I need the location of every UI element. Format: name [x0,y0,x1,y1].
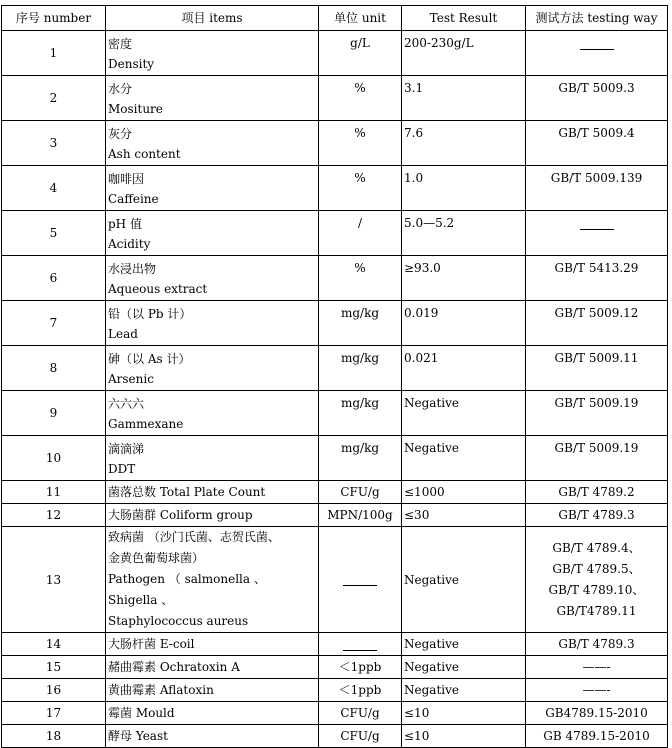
item-cell [106,346,319,391]
unit-cell: CFU/g [319,725,402,748]
result-cell: ≤30 [402,504,526,527]
unit-cell: ＜1ppb [319,679,402,702]
item-names [108,77,318,119]
method-cell: GB/T 5009.19 [526,391,668,436]
item-name-en: Mositure [108,102,163,116]
unit-cell: mg/kg [319,436,402,481]
table-row [2,76,668,121]
item-name-cn: 砷（以 As 计） [108,352,191,366]
method-cell: GB/T 5009.3 [526,76,668,121]
item-cell [106,256,319,301]
table-row [2,656,668,679]
row-number: 2 [2,76,106,121]
result-cell: 5.0—5.2 [402,211,526,256]
unit-cell: CFU/g [319,702,402,725]
row-number: 10 [2,436,106,481]
row-number: 9 [2,391,106,436]
method-cell: GB/T 4789.3 [526,504,668,527]
item-name-en: Lead [108,327,138,341]
item-name-cn: 灰分 [108,127,133,141]
item-names [108,347,318,389]
table-row [2,31,668,76]
header-row [2,6,668,31]
item-name-en: Caffeine [108,192,159,206]
method-line: GB/T 4789.5、 [552,561,641,576]
empty-method-line [580,38,614,50]
method-cell: GB/T 5413.29 [526,256,668,301]
item-name-cn: 铅（以 Pb 计） [108,307,192,321]
item-cell [106,121,319,166]
item-cell [106,527,319,633]
item-names [108,302,318,344]
unit-cell: % [319,166,402,211]
item-cell [106,31,319,76]
method-cell: GB/T 5009.4 [526,121,668,166]
table-row [2,504,668,527]
test-results-table [1,5,668,748]
method-cell [526,211,668,256]
unit-cell: mg/kg [319,391,402,436]
result-cell: ≤10 [402,702,526,725]
row-number: 12 [2,504,106,527]
item-cell: 大肠杆菌 E-coil [106,633,319,656]
result-cell: 0.021 [402,346,526,391]
unit-cell: % [319,256,402,301]
row-number: 15 [2,656,106,679]
header-testing-way: 测试方法 testing way [526,6,668,31]
table-row [2,346,668,391]
method-line: GB/T4789.11 [556,603,637,618]
item-names [108,437,318,479]
item-name-cn: 咖啡因 [108,172,145,186]
unit-cell: % [319,76,402,121]
item-names [108,212,318,254]
item-name-cn: 密度 [108,37,133,51]
table-row [2,633,668,656]
unit-cell: ＜1ppb [319,656,402,679]
unit-cell: CFU/g [319,481,402,504]
result-cell: ≤1000 [402,481,526,504]
row-number: 11 [2,481,106,504]
item-names [108,257,318,299]
table-body [2,31,668,748]
item-name-cn: 水浸出物 [108,262,157,276]
item-line: Pathogen （ salmonella 、 Shigella 、 [108,572,266,607]
item-cell [106,436,319,481]
unit-cell [319,527,402,633]
result-cell: Negative [402,391,526,436]
item-cell [106,391,319,436]
unit-cell: MPN/100g [319,504,402,527]
table-row [2,702,668,725]
item-cell [106,301,319,346]
method-cell: ——- [526,656,668,679]
item-cell: 黄曲霉素 Aflatoxin [106,679,319,702]
unit-cell: mg/kg [319,346,402,391]
item-name-en: Arsenic [108,372,154,386]
item-name-cn: 六六六 [108,397,145,411]
result-cell: ≤10 [402,725,526,748]
result-cell: 1.0 [402,166,526,211]
table-row [2,121,668,166]
result-cell: Negative [402,633,526,656]
method-line: GB/T 4789.4、 [552,540,641,555]
item-name-en: Aqueous extract [108,282,208,296]
row-number: 1 [2,31,106,76]
row-number: 18 [2,725,106,748]
item-cell: 赭曲霉素 Ochratoxin A [106,656,319,679]
method-cell: GB/T 5009.19 [526,436,668,481]
row-number: 6 [2,256,106,301]
item-names [108,32,318,74]
table-row [2,301,668,346]
method-cell [526,527,668,633]
result-cell: Negative [402,527,526,633]
header-unit: 单位 unit [319,6,402,31]
row-number: 7 [2,301,106,346]
table-row [2,391,668,436]
result-cell: Negative [402,436,526,481]
result-cell: ≥93.0 [402,256,526,301]
header-items: 项目 items [106,6,319,31]
table-row [2,527,668,633]
method-cell: GB 4789.15-2010 [526,725,668,748]
unit-cell: / [319,211,402,256]
table-row [2,256,668,301]
unit-cell: g/L [319,31,402,76]
method-cell: GB4789.15-2010 [526,702,668,725]
method-cell: GB/T 4789.2 [526,481,668,504]
item-line: 金黄色葡萄球菌） [108,551,205,565]
row-number: 3 [2,121,106,166]
empty-unit-line [343,639,377,651]
table-row [2,481,668,504]
method-line: GB/T 4789.10、 [548,582,645,597]
result-cell: Negative [402,679,526,702]
method-cell: ——- [526,679,668,702]
item-name-cn: pH 值 [108,217,142,231]
row-number: 17 [2,702,106,725]
item-name-en: DDT [108,462,136,476]
item-cell [106,76,319,121]
header-test-result: Test Result [402,6,526,31]
item-names [108,122,318,164]
table-row [2,679,668,702]
row-number: 5 [2,211,106,256]
row-number: 14 [2,633,106,656]
empty-unit-line [343,574,377,586]
item-cell: 酵母 Yeast [106,725,319,748]
item-cell [106,211,319,256]
item-line: Staphylococcus aureus [108,614,249,628]
table-row [2,436,668,481]
result-cell: 7.6 [402,121,526,166]
item-name-en: Ash content [108,147,181,161]
item-name-en: Gammexane [108,417,184,431]
item-name-en: Acidity [108,237,151,251]
unit-cell [319,633,402,656]
unit-cell: mg/kg [319,301,402,346]
table-row [2,725,668,748]
table-row [2,211,668,256]
header-number: 序号 number [2,6,106,31]
item-names [108,167,318,209]
row-number: 8 [2,346,106,391]
table-row [2,166,668,211]
item-name-en: Density [108,57,155,71]
method-cell: GB/T 5009.11 [526,346,668,391]
method-cell: GB/T 5009.12 [526,301,668,346]
result-cell: 3.1 [402,76,526,121]
unit-cell: % [319,121,402,166]
item-names [108,392,318,434]
item-cell: 大肠菌群 Coliform group [106,504,319,527]
item-cell: 霉菌 Mould [106,702,319,725]
row-number: 16 [2,679,106,702]
item-cell: 菌落总数 Total Plate Count [106,481,319,504]
row-number: 4 [2,166,106,211]
result-cell: 200-230g/L [402,31,526,76]
item-line: 致病菌 （沙门氏菌、志贺氏菌、 [108,530,280,544]
method-cell: GB/T 4789.3 [526,633,668,656]
item-cell [106,166,319,211]
row-number: 13 [2,527,106,633]
method-cell [526,31,668,76]
result-cell: 0.019 [402,301,526,346]
result-cell: Negative [402,656,526,679]
empty-method-line [580,218,614,230]
method-cell: GB/T 5009.139 [526,166,668,211]
item-name-cn: 水分 [108,82,133,96]
item-name-cn: 滴滴涕 [108,442,145,456]
